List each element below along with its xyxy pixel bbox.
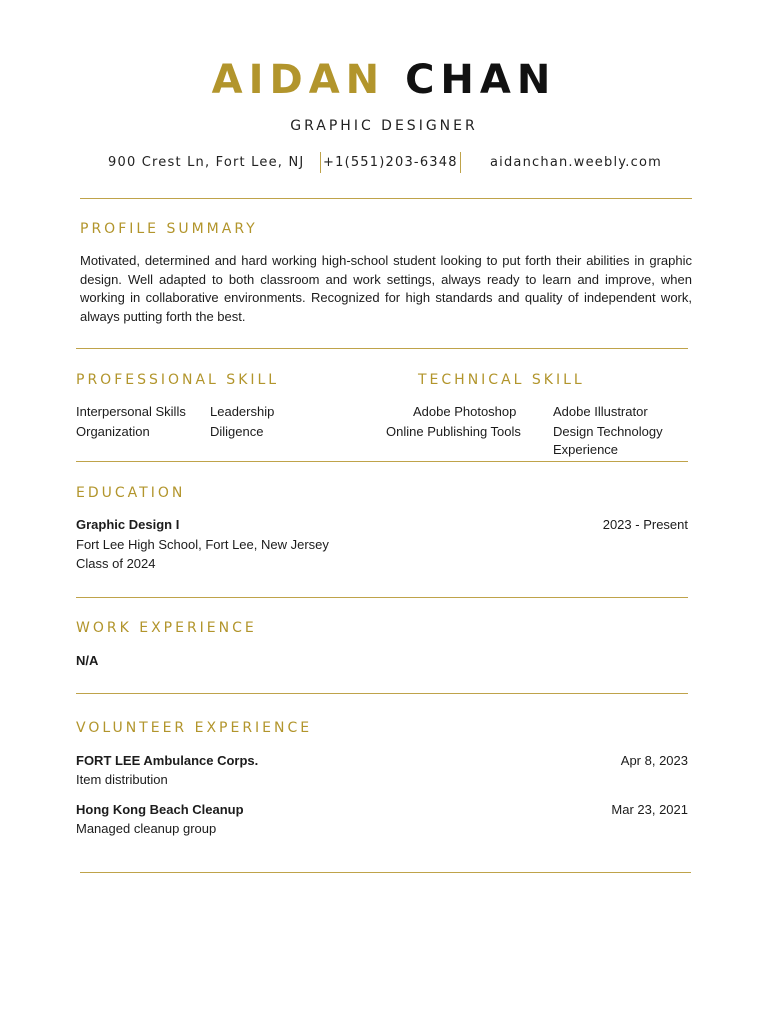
volunteer-org: FORT LEE Ambulance Corps.	[76, 753, 259, 768]
divider	[76, 348, 688, 349]
divider	[76, 597, 688, 598]
profile-summary-heading: PROFILE SUMMARY	[80, 221, 258, 237]
job-title: GRAPHIC DESIGNER	[290, 118, 478, 134]
volunteer-org: Hong Kong Beach Cleanup	[76, 802, 244, 817]
volunteer-role: Managed cleanup group	[76, 821, 217, 836]
skill-item: Organization	[76, 424, 150, 439]
professional-skill-heading: PROFESSIONAL SKILL	[76, 372, 280, 388]
divider	[80, 872, 691, 873]
technical-skill-item: Adobe Illustrator	[553, 404, 648, 419]
first-name: AIDAN	[211, 57, 386, 103]
divider	[80, 198, 692, 199]
technical-skill-item: Design Technology	[553, 424, 663, 439]
divider	[76, 461, 688, 462]
education-dates: 2023 - Present	[602, 517, 688, 532]
phone-number: +1(551)203-6348	[320, 152, 461, 173]
technical-skill-item: Experience	[553, 442, 619, 457]
technical-skill-item: Online Publishing Tools	[386, 424, 521, 439]
technical-skill-item: Adobe Photoshop	[413, 404, 517, 419]
volunteer-experience-heading: VOLUNTEER EXPERIENCE	[76, 720, 313, 736]
education-degree: Graphic Design I	[76, 517, 180, 532]
work-experience-entry: N/A	[76, 653, 99, 668]
volunteer-date: Mar 23, 2021	[611, 802, 688, 817]
education-school: Fort Lee High School, Fort Lee, New Jersey	[76, 537, 329, 552]
education-class: Class of 2024	[76, 556, 156, 571]
work-experience-heading: WORK EXPERIENCE	[76, 620, 257, 636]
website-link[interactable]: aidanchan.weebly.com	[490, 155, 662, 170]
volunteer-role: Item distribution	[76, 772, 168, 787]
divider	[76, 693, 688, 694]
skill-item: Interpersonal Skills	[76, 404, 186, 419]
resume-name	[0, 56, 768, 104]
education-heading: EDUCATION	[76, 485, 186, 501]
last-name: CHAN	[405, 57, 557, 103]
profile-summary-text: Motivated, determined and hard working high-school student looking to put forth their abilities in graphic design. Well adapted to both classroom and work settings, always ready to learn and improve, when working in collaborative environments. Recognized for high standards and quality of independent work, always putting forth the best.	[80, 253, 692, 324]
technical-skill-heading: TECHNICAL SKILL	[418, 372, 585, 388]
skill-item: Diligence	[210, 424, 264, 439]
skill-item: Leadership	[210, 404, 275, 419]
address: 900 Crest Ln, Fort Lee, NJ	[108, 155, 305, 170]
volunteer-date: Apr 8, 2023	[620, 753, 688, 768]
